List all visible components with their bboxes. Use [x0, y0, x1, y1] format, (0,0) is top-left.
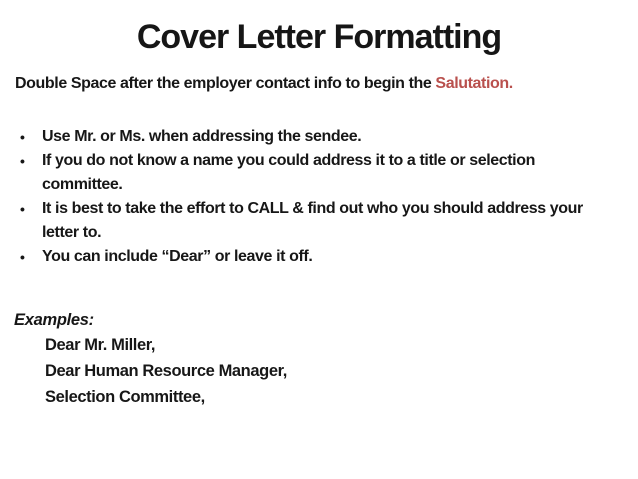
bullet-text-wrap: committee.	[42, 176, 123, 193]
examples-list	[45, 332, 287, 410]
bullet-dot-icon: •	[20, 249, 25, 265]
bullet-item	[20, 245, 630, 269]
bullet-text-wrap: letter to.	[42, 224, 102, 241]
bullet-list	[20, 125, 630, 269]
bullet-item	[20, 149, 630, 197]
bullet-dot-icon: •	[20, 201, 25, 217]
bullet-item	[20, 197, 630, 245]
example-line: Dear Human Resource Manager,	[45, 362, 287, 380]
bullet-dot-icon: •	[20, 129, 25, 145]
examples-heading: Examples:	[14, 311, 94, 329]
salutation-highlight: Salutation.	[435, 75, 513, 92]
bullet-text: It is best to take the effort to CALL & find out who you should address your	[42, 200, 583, 217]
intro-text: Double Space after the employer contact info to begin the	[15, 75, 436, 92]
bullet-item	[20, 125, 630, 149]
example-line: Dear Mr. Miller,	[45, 336, 156, 354]
bullet-text: If you do not know a name you could address it to a title or selection	[42, 152, 535, 169]
bullet-dot-icon: •	[20, 153, 25, 169]
bullet-text: Use Mr. or Ms. when addressing the sendee.	[42, 128, 362, 145]
bullet-text: You can include “Dear” or leave it off.	[42, 248, 313, 265]
example-line: Selection Committee,	[45, 388, 205, 406]
intro-line	[15, 72, 628, 96]
slide-title: Cover Letter Formatting	[136, 18, 502, 56]
